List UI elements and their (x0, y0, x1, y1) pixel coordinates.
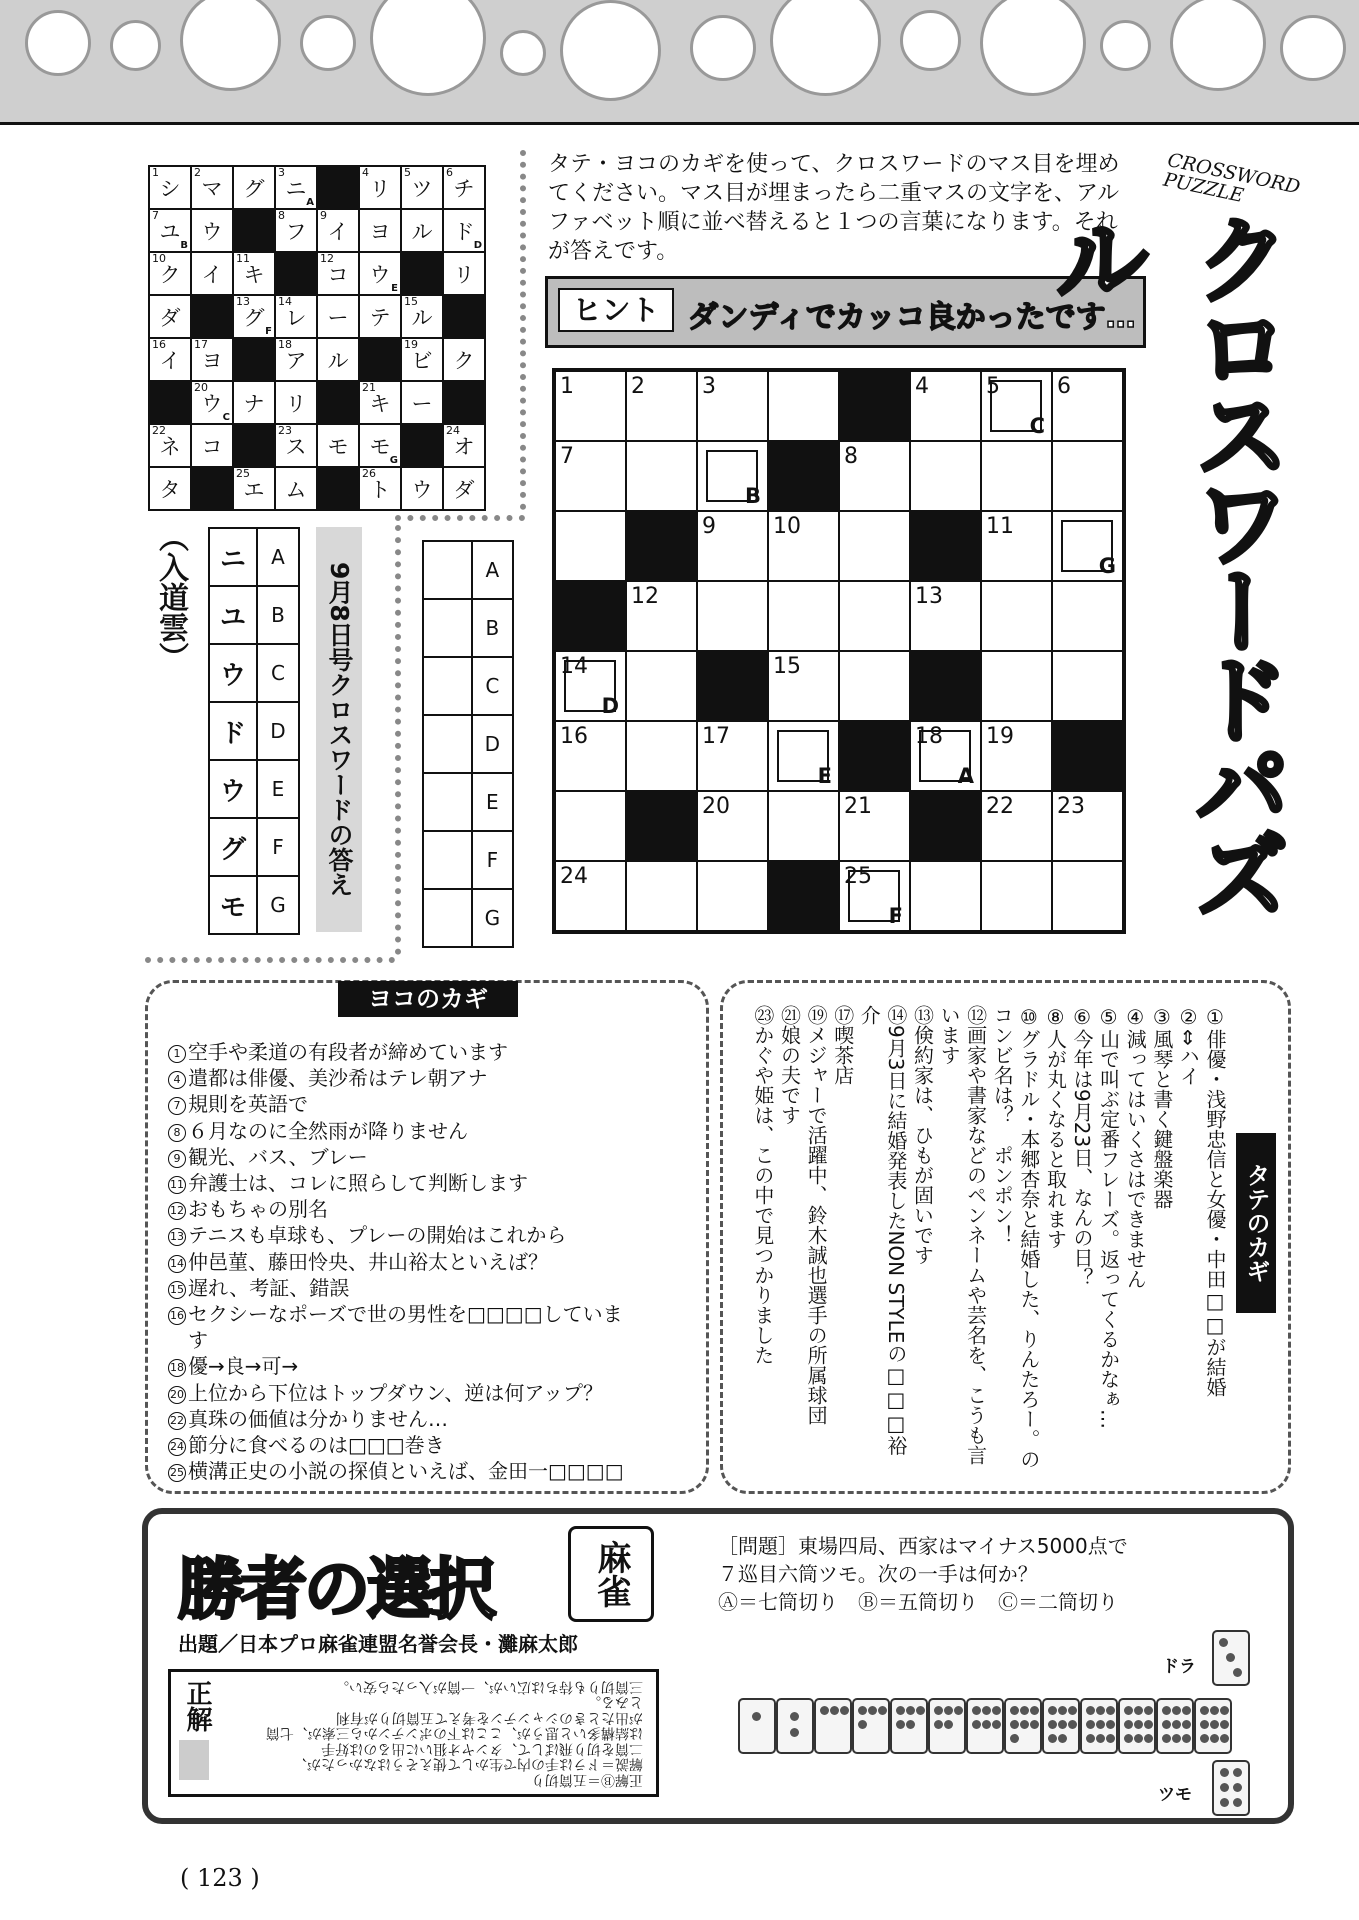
tate-clue: ⑩グラドル・本郷杏奈と結婚した、りんたろー。のコンビ名は？ ポンポン！ (990, 1005, 1041, 1469)
grid-cell[interactable] (697, 581, 768, 651)
solution-cell: リ (275, 381, 317, 424)
grid-cell[interactable]: 17 (697, 721, 768, 791)
mahjong-byline: 出題／日本プロ麻雀連盟名誉会長・灘麻太郎 (178, 1632, 578, 1656)
previous-answer: （入道雲） (153, 522, 188, 672)
hand-tile (1042, 1698, 1080, 1754)
yoko-clue: 12 おもちゃの別名 (170, 1197, 328, 1222)
solution-cell: 3 ニ A (275, 166, 317, 209)
black-cell (554, 581, 626, 651)
tate-clue: ①俳優・浅野忠信と女優・中田□□が結婚 (1203, 1005, 1227, 1397)
tate-clue: ⑰喫茶店 (830, 1005, 855, 1085)
tate-clue: ④減ってはいくさはできません (1123, 1005, 1148, 1289)
grid-cell[interactable] (626, 651, 697, 721)
grid-cell[interactable]: 18 A (910, 721, 981, 791)
grid-cell[interactable] (981, 651, 1052, 721)
grid-cell[interactable]: 9 (697, 511, 768, 581)
previous-answer-letter: E (257, 760, 299, 818)
grid-cell[interactable]: 8 (839, 441, 910, 511)
yoko-clue: 13 テニスも卓球も、プレーの開始はこれから (170, 1223, 567, 1248)
grid-cell[interactable]: 2 (626, 370, 697, 441)
black-cell (317, 381, 359, 424)
solution-cell: ウ (401, 467, 443, 510)
solution-cell: 17 ヨ (191, 338, 233, 381)
solution-cell: 20 ウ C (191, 381, 233, 424)
grid-cell[interactable] (626, 861, 697, 932)
tate-clue: ⑥今年は9月23日、なんの日？ (1070, 1005, 1095, 1288)
black-cell (443, 381, 485, 424)
solution-cell: 15 ル (401, 295, 443, 338)
title-main: クロスワードパズル (1039, 210, 1291, 914)
grid-cell[interactable] (697, 861, 768, 932)
solution-cell: ダ (443, 467, 485, 510)
previous-solution-grid (148, 165, 486, 511)
previous-answer-heading: 9月8日号クロスワードの答え (316, 527, 362, 932)
black-cell (768, 861, 839, 932)
hand-tile (966, 1698, 1004, 1754)
yoko-clue: 24 節分に食べるのは□□□巻き (170, 1433, 445, 1458)
solution-cell: ド D (443, 209, 485, 252)
answer-input-cell[interactable] (423, 541, 472, 599)
dora-tile (1212, 1630, 1250, 1686)
grid-cell[interactable]: 4 (910, 370, 981, 441)
grid-cell[interactable] (839, 651, 910, 721)
answer-letter: C (472, 657, 513, 715)
grid-cell[interactable] (768, 370, 839, 441)
grid-cell[interactable] (1052, 861, 1124, 932)
answer-letter: E (472, 773, 513, 831)
grid-cell[interactable]: 25 F (839, 861, 910, 932)
tate-clue: ⑧人が丸くなると取れます (1043, 1005, 1068, 1249)
yoko-clue-list (168, 1039, 624, 1484)
hand-tile (1118, 1698, 1156, 1754)
tate-clue: ⑤山で叫ぶ定番フレーズ。返ってくるかなぁ… (1096, 1005, 1121, 1429)
black-cell (317, 467, 359, 510)
answer-letter: D (472, 715, 513, 773)
black-cell (149, 381, 191, 424)
yoko-title: ヨコのカギ (338, 981, 518, 1017)
question-line: Ⓐ＝七筒切り Ⓑ＝五筒切り Ⓒ＝二筒切り (718, 1590, 1118, 1614)
yoko-clue: 15 遅れ、考証、錯誤 (170, 1275, 350, 1300)
previous-answer-letter: F (257, 818, 299, 876)
black-cell (768, 441, 839, 511)
answer-input-cell[interactable] (423, 599, 472, 657)
solution-cell: コ (191, 424, 233, 467)
grid-cell[interactable] (981, 861, 1052, 932)
grid-cell[interactable] (1052, 441, 1124, 511)
tsumo-label: ツモ (1158, 1785, 1192, 1805)
previous-answer-char: ウ (209, 644, 257, 702)
solution-cell: ヨ (359, 209, 401, 252)
black-cell (626, 511, 697, 581)
solution-cell: 4 リ (359, 166, 401, 209)
black-cell (697, 651, 768, 721)
dora-label: ドラ (1162, 1657, 1196, 1677)
grid-cell[interactable]: 16 (554, 721, 626, 791)
answer-input-cell[interactable] (423, 657, 472, 715)
previous-answer-char: グ (209, 818, 257, 876)
solution-cell: 9 イ (317, 209, 359, 252)
solution-cell: ー (401, 381, 443, 424)
grid-cell[interactable]: 24 (554, 861, 626, 932)
hand-tile (1156, 1698, 1194, 1754)
grid-cell[interactable]: 14 D (554, 651, 626, 721)
tate-clue: ⑭9月3日に結婚発表したNON STYLEの□□□裕介 (857, 1005, 908, 1456)
grid-cell[interactable]: 1 (554, 370, 626, 441)
black-cell (191, 467, 233, 510)
solution-cell: テ (359, 295, 401, 338)
previous-answer-letter: B (257, 586, 299, 644)
previous-answer-char: ユ (209, 586, 257, 644)
previous-answer-char: モ (209, 876, 257, 934)
yoko-clue: 8 ６月なのに全然雨が降りません (168, 1118, 624, 1144)
hand-tile (1004, 1698, 1042, 1754)
answer-letter: A (472, 541, 513, 599)
answer-input-cell[interactable] (423, 773, 472, 831)
grid-cell[interactable] (1052, 581, 1124, 651)
grid-cell[interactable] (839, 581, 910, 651)
yoko-clue: す (168, 1328, 208, 1353)
answer-line: 三筒切りも待ちは広いが、一筒が入ったら安い。 (335, 1678, 643, 1695)
solution-cell: ル (317, 338, 359, 381)
mahjong-badge: 麻雀 (568, 1526, 654, 1622)
solution-cell: ウ (191, 209, 233, 252)
solution-cell: 22 ネ (149, 424, 191, 467)
black-cell (191, 295, 233, 338)
yoko-clue: 20 上位から下位はトップダウン、逆は何アップ？ (170, 1380, 603, 1405)
hand-tile (852, 1698, 890, 1754)
mahjong-answer-box (168, 1669, 659, 1797)
tate-clue: ⑫画家や書家などのペンネームや芸名を、こうも言います (937, 1005, 988, 1465)
solution-cell: 25 エ (233, 467, 275, 510)
solution-cell: ム (275, 467, 317, 510)
yoko-clue: 9 観光、バス、ブレー (168, 1144, 624, 1170)
black-cell (401, 252, 443, 295)
solution-cell: ル (401, 209, 443, 252)
answer-input-cell[interactable] (423, 889, 472, 947)
grid-cell[interactable] (626, 441, 697, 511)
solution-cell: 24 オ (443, 424, 485, 467)
yoko-clue: 16 セクシーなポーズで世の男性を□□□□していま (170, 1302, 623, 1327)
yoko-clue: 18 優→良→可→ (170, 1354, 299, 1379)
crossword-grid (552, 368, 1126, 934)
grid-cell[interactable]: B (697, 441, 768, 511)
solution-cell: ダ (149, 295, 191, 338)
solution-cell: モ G (359, 424, 401, 467)
mahjong-question (718, 1532, 1128, 1616)
solution-cell: 18 ア (275, 338, 317, 381)
black-cell (910, 651, 981, 721)
solution-cell: ウ E (359, 252, 401, 295)
grid-cell[interactable]: 10 (768, 511, 839, 581)
answer-input-cell[interactable] (423, 831, 472, 889)
tate-panel (720, 980, 1291, 1494)
previous-answer-char: ド (209, 702, 257, 760)
solution-cell: 26 ト (359, 467, 401, 510)
mahjong-answer-label: 正解 (182, 1680, 212, 1732)
hand-tile (1194, 1698, 1232, 1754)
grid-cell[interactable] (910, 861, 981, 932)
dotted-divider (395, 515, 525, 521)
black-cell (359, 338, 401, 381)
black-cell (317, 166, 359, 209)
yoko-clue: 14 仲邑菫、藤田怜央、井山裕太といえば？ (170, 1249, 548, 1274)
grid-cell[interactable]: 13 (910, 581, 981, 651)
solution-cell: 12 コ (317, 252, 359, 295)
mahjong-section (142, 1508, 1294, 1824)
solution-cell: 19 ビ (401, 338, 443, 381)
answer-letter: B (472, 599, 513, 657)
tsumo-tile (1212, 1760, 1250, 1816)
yoko-clue: 7 規則を英語で (168, 1091, 624, 1117)
answer-input-cell[interactable] (423, 715, 472, 773)
answer-line: 正解Ⓑ＝五筒切り (531, 1771, 643, 1788)
grid-cell[interactable] (768, 581, 839, 651)
black-cell (443, 295, 485, 338)
black-cell (910, 791, 981, 861)
grid-cell[interactable] (768, 791, 839, 861)
grid-cell[interactable] (981, 581, 1052, 651)
yoko-clue: 1 空手や柔道の有段者が締めています (168, 1039, 624, 1065)
answer-letter: F (472, 831, 513, 889)
black-cell (233, 424, 275, 467)
hint-label: ヒント (558, 288, 674, 332)
solution-cell: 8 フ (275, 209, 317, 252)
tate-clue: ②⇔ハイ (1176, 1005, 1201, 1086)
black-cell (233, 209, 275, 252)
grid-cell[interactable]: 19 (981, 721, 1052, 791)
answer-line: とみる。 (587, 1694, 643, 1710)
dotted-divider (395, 525, 401, 955)
previous-answer-table (208, 527, 300, 935)
yoko-clue: 25 横溝正史の小説の探偵といえば、金田一□□□□ (170, 1459, 624, 1484)
solution-cell: 6 チ (443, 166, 485, 209)
grid-cell[interactable] (1052, 651, 1124, 721)
dotted-divider (520, 150, 526, 510)
question-line: ［問題］東場四局、西家はマイナス5000点で (718, 1534, 1128, 1558)
grid-cell[interactable]: 6 (1052, 370, 1124, 441)
previous-answer-letter: C (257, 644, 299, 702)
grid-cell[interactable] (981, 441, 1052, 511)
previous-answer-letter: A (257, 528, 299, 586)
instructions: タテ・ヨコのカギを使って、クロスワードのマス目を埋めてください。マス目が埋まったら二重マスの文字を、アルファベット順に並べ替えると１つの言葉になります。それが答えです。 (548, 152, 1120, 264)
tate-title: タテのカギ (1236, 1133, 1276, 1313)
previous-answer-letter: D (257, 702, 299, 760)
hand-tile (776, 1698, 814, 1754)
answer-boxes (422, 540, 514, 948)
header-band (0, 0, 1359, 125)
tate-clue: ㉓かぐや姫は、この中で見つかりました (750, 1005, 775, 1365)
answer-letter: G (472, 889, 513, 947)
hand-tile (890, 1698, 928, 1754)
previous-answer-letter: G (257, 876, 299, 934)
previous-answer-char: ウ (209, 760, 257, 818)
mahjong-hand (738, 1698, 1359, 1754)
black-cell (910, 511, 981, 581)
answer-line: 解説＝ドラは手の内で生かして使えそうはなかったが、 (293, 1756, 643, 1772)
grid-cell[interactable] (554, 511, 626, 581)
tate-clue: ㉑娘の夫です (777, 1005, 802, 1125)
grid-cell[interactable]: 15 (768, 651, 839, 721)
mahjong-answer-text (223, 1678, 643, 1787)
dotted-divider (145, 957, 395, 963)
grid-cell[interactable]: 7 (554, 441, 626, 511)
question-line: ７巡目六筒ツモ。次の一手は何か？ (718, 1562, 1038, 1586)
solution-cell: 16 イ (149, 338, 191, 381)
solution-cell: モ (317, 424, 359, 467)
black-cell (626, 791, 697, 861)
solution-cell: リ (443, 252, 485, 295)
black-cell (233, 338, 275, 381)
grid-cell[interactable]: 3 (697, 370, 768, 441)
grid-cell[interactable]: 20 (697, 791, 768, 861)
previous-answer-char: ニ (209, 528, 257, 586)
solution-cell: ー (317, 295, 359, 338)
grid-cell[interactable]: G (1052, 511, 1124, 581)
yoko-panel (145, 980, 709, 1494)
solution-cell: 7 ユ B (149, 209, 191, 252)
grid-cell[interactable]: 5 C (981, 370, 1052, 441)
solution-cell: 5 ツ (401, 166, 443, 209)
solution-cell: グ (233, 166, 275, 209)
grid-cell[interactable]: 21 (839, 791, 910, 861)
solution-cell: 21 キ (359, 381, 401, 424)
solution-cell: タ (149, 467, 191, 510)
tate-clue: ⑲メジャーで活躍中、鈴木誠也選手の所属球団 (804, 1005, 829, 1425)
hint-text: ダンディでカッコ良かったです… (688, 300, 1136, 335)
yoko-clue: 4 遣都は俳優、美沙希はテレ朝アナ (168, 1065, 624, 1091)
solution-cell: イ (191, 252, 233, 295)
solution-cell: ナ (233, 381, 275, 424)
answer-line: は結構多いと思うが、ここは下のポンテンから三索が、七筒 (265, 1725, 643, 1741)
solution-cell: ク (443, 338, 485, 381)
grid-cell[interactable]: 22 (981, 791, 1052, 861)
black-cell (839, 370, 910, 441)
solution-cell: 10 ク (149, 252, 191, 295)
black-cell (275, 252, 317, 295)
tate-clue: ③風琴と書く鍵盤楽器 (1149, 1005, 1174, 1209)
grid-cell[interactable] (839, 511, 910, 581)
solution-cell: 13 グ F (233, 295, 275, 338)
yoko-clue: 11 弁護士は、コレに照らして判断します (170, 1171, 528, 1196)
black-cell (839, 721, 910, 791)
hand-tile (738, 1698, 776, 1754)
mahjong-title: 勝者の選択 (178, 1551, 493, 1628)
tate-clue: ⑬倹約家は、ひもが固いです (910, 1005, 935, 1265)
grid-cell[interactable]: E (768, 721, 839, 791)
grid-cell[interactable]: 23 (1052, 791, 1124, 861)
hand-tile (814, 1698, 852, 1754)
hand-tile (1080, 1698, 1118, 1754)
hand-tile (928, 1698, 966, 1754)
mahjong-answer-stamp (179, 1740, 209, 1780)
title-latin: CROSSWORD PUZZLE (1161, 149, 1303, 208)
answer-line: が出たときのシャンテンを考えて五筒切りが有利 (335, 1709, 643, 1726)
solution-cell: 11 キ (233, 252, 275, 295)
yoko-clue: 22 真珠の価値は分かりません… (170, 1406, 448, 1431)
solution-cell: 23 ス (275, 424, 317, 467)
grid-cell[interactable] (626, 721, 697, 791)
grid-cell[interactable]: 12 (626, 581, 697, 651)
black-cell (401, 424, 443, 467)
solution-cell: 2 マ (191, 166, 233, 209)
grid-cell[interactable]: 11 (981, 511, 1052, 581)
answer-line: 二筒を切り飛ばして、タンヤオ狙いに出るのは好手 (321, 1740, 643, 1757)
solution-cell: 14 レ (275, 295, 317, 338)
solution-cell: 1 シ (149, 166, 191, 209)
grid-cell[interactable] (910, 441, 981, 511)
page-number: ( 123 ) (180, 1864, 260, 1892)
tate-clue-list (749, 1005, 1228, 1475)
black-cell (1052, 721, 1124, 791)
grid-cell[interactable] (554, 791, 626, 861)
